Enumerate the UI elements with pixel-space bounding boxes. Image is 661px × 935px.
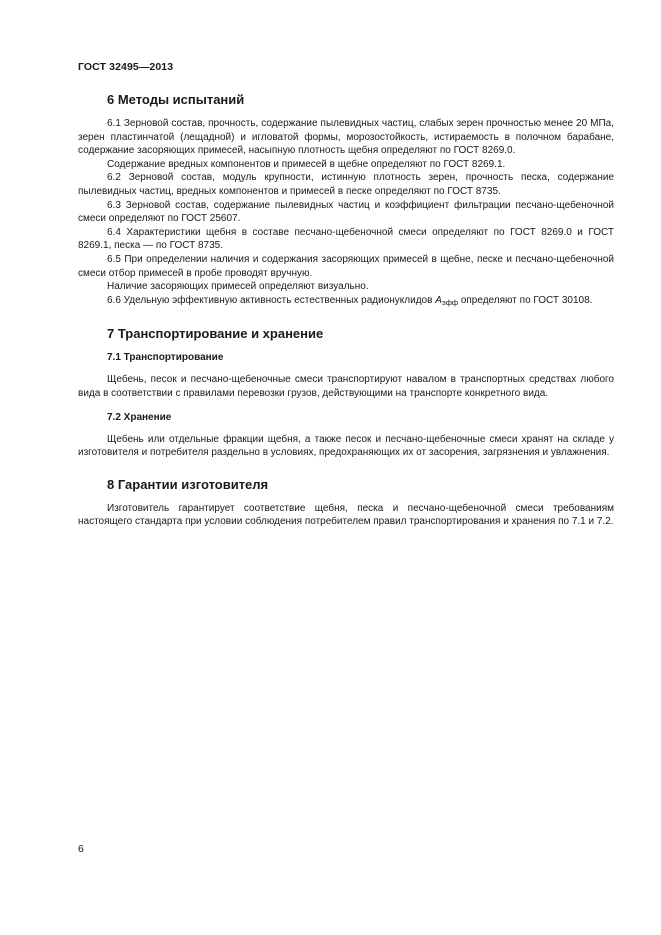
activity-symbol: A bbox=[435, 294, 442, 306]
page-number: 6 bbox=[78, 843, 84, 855]
paragraph-6-2: 6.2 Зерновой состав, модуль крупности, истинную плотность зерен, прочность песка, содержание пылевидных частиц, вредных компонентов и примесей в песке определяют по ГОСТ 8735. bbox=[78, 172, 614, 197]
subsection-spacer bbox=[78, 400, 614, 411]
paragraph-6-3: 6.3 Зерновой состав, содержание пылевидных частиц и коэффициент фильтрации песчано-щебеночной смеси определяют по ГОСТ 25607. bbox=[78, 199, 614, 225]
paragraph-6-6-text-start: 6.6 Удельную эффективную активность естественных радионуклидов bbox=[107, 294, 436, 306]
section-7-title: 7 Транспортирование и хранение bbox=[107, 326, 324, 342]
document-header: ГОСТ 32495—2013 bbox=[78, 61, 174, 73]
paragraph-8: Изготовитель гарантирует соответствие щебня, песка и песчано-щебеночной смеси требованиям настоящего стандарта при условии соблюдения потребителем правил транспортирования и хранения по 7.1 и 7.2. bbox=[78, 502, 614, 528]
paragraph-6-6-text-end: определяют по ГОСТ 30108. bbox=[458, 294, 593, 306]
subsection-7-2-title: 7.2 Хранение bbox=[107, 412, 172, 424]
activity-subscript: эфф bbox=[441, 297, 459, 307]
subsection-7-1-title: 7.1 Транспортирование bbox=[107, 352, 224, 364]
paragraph-7-2: Щебень или отдельные фракции щебня, а также песок и песчано-щебеночные смеси хранят на складе у изготовителя и потребителя раздельно в условиях, предохраняющих их от засорения, загрязнения и увлажнения. bbox=[78, 433, 614, 459]
paragraph-6-5: 6.5 При определении наличия и содержания засоряющих примесей в щебне, песке и песчано-щебеночной смеси отбор примесей в пробе проводят вручную. bbox=[78, 253, 614, 279]
section-6-title: 6 Методы испытаний bbox=[107, 92, 245, 107]
paragraph-6-1-harmful: Содержание вредных компонентов и примесей в щебне определяют по ГОСТ 8269.1. bbox=[107, 158, 506, 170]
document-body bbox=[78, 92, 614, 529]
section-8-title: 8 Гарантии изготовителя bbox=[107, 476, 269, 492]
section-spacer bbox=[78, 309, 614, 326]
section-spacer bbox=[78, 460, 614, 477]
paragraph-6-1: 6.1 Зерновой состав, прочность, содержание пылевидных частиц, слабых зерен прочностью менее 20 МПа, зерен пластинчатой (лещадной) и игловатой формы, морозостойкость, истираемость в полочном барабане, содержание засоряющих примесей, насыпную плотность щебня определяют по ГОСТ 8269.0. bbox=[78, 118, 614, 157]
paragraph-6-5-visual: Наличие засоряющих примесей определяют визуально. bbox=[107, 281, 369, 293]
paragraph-6-4: 6.4 Характеристики щебня в составе песчано-щебеночной смеси определяют по ГОСТ 8269.0 и ГОСТ 8269.1, песка — по ГОСТ 8735. bbox=[78, 226, 614, 252]
paragraph-7-1: Щебень, песок и песчано-щебеночные смеси транспортируют навалом в транспортных средствах любого вида в соответствии с правилами перевозки грузов, действующими на транспорте конкретного вида. bbox=[78, 373, 614, 399]
paragraph-6-6 bbox=[78, 294, 614, 310]
